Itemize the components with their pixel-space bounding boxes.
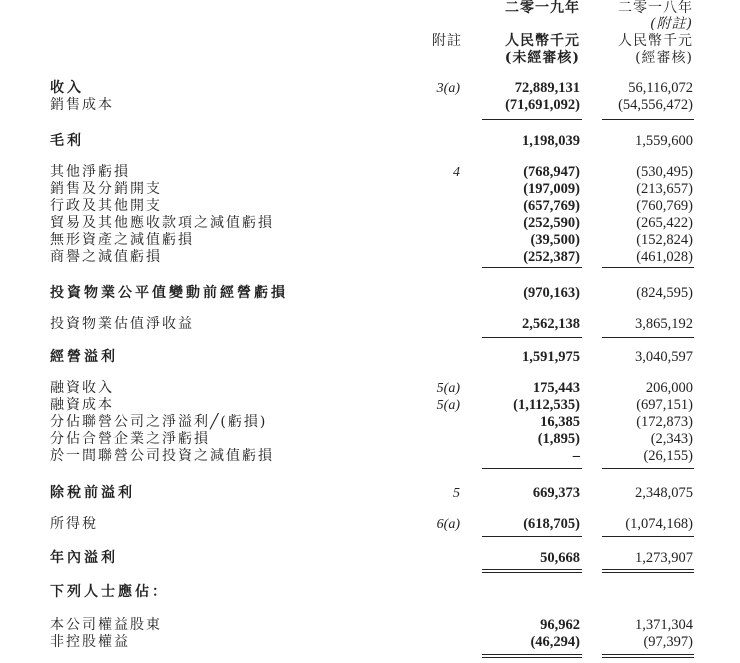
currency-current-header: 人民幣千元 — [505, 33, 580, 49]
row-label: 投資物業估值淨收益 — [50, 316, 194, 332]
row-value-2019: (1,112,535) — [513, 397, 580, 413]
row-note-ref: 5(a) — [436, 398, 460, 413]
row-label: 除稅前溢利 — [50, 485, 135, 501]
row-value-2018: 3,865,192 — [635, 316, 693, 332]
row-value-2019: 2,562,138 — [522, 316, 580, 332]
row-label: 貿易及其他應收款項之減值虧損 — [50, 215, 274, 231]
row-value-2018: (461,028) — [636, 249, 693, 265]
row-label: 本公司權益股東 — [50, 617, 162, 633]
row-value-2018: (697,151) — [636, 397, 693, 413]
row-value-2018: 206,000 — [645, 380, 693, 396]
row-label: 融資收入 — [50, 380, 114, 396]
row-value-2019: 72,889,131 — [514, 80, 580, 96]
row-value-2018: (824,595) — [636, 285, 693, 301]
row-value-2018: 3,040,597 — [635, 349, 693, 365]
row-value-2019: 1,591,975 — [522, 349, 580, 365]
row-value-2019: (252,590) — [523, 215, 580, 231]
subtotal-line — [482, 119, 582, 120]
row-label: 分佔合營企業之淨虧損 — [50, 431, 210, 447]
row-label: 融資成本 — [50, 397, 114, 413]
row-value-2019: 669,373 — [532, 485, 580, 501]
row-value-2018: 2,348,075 — [635, 485, 693, 501]
row-value-2018: (1,074,168) — [625, 516, 693, 532]
row-value-2019: (970,163) — [523, 285, 580, 301]
row-value-2019: 16,385 — [540, 414, 580, 430]
total-double-line — [482, 572, 582, 573]
year-previous-header: 二零一八年 — [618, 0, 693, 16]
row-value-2018: (97,397) — [643, 634, 693, 650]
total-double-line — [602, 572, 694, 573]
row-value-2019: – — [572, 448, 580, 464]
row-value-2018: (265,422) — [636, 215, 693, 231]
total-double-line — [482, 569, 582, 570]
row-note-ref: 5 — [453, 486, 460, 501]
subtotal-line — [602, 267, 694, 268]
row-value-2019: (1,895) — [537, 431, 580, 447]
row-value-2018: (54,556,472) — [618, 97, 693, 113]
row-label: 年內溢利 — [50, 550, 118, 566]
total-double-line — [482, 654, 582, 655]
row-label: 非控股權益 — [50, 634, 130, 650]
row-value-2019: (39,500) — [530, 232, 580, 248]
row-value-2019: (46,294) — [530, 634, 580, 650]
row-note-ref: 3(a) — [436, 81, 460, 96]
row-value-2019: (768,947) — [523, 164, 580, 180]
subtotal-line — [482, 536, 582, 537]
row-value-2019: 175,443 — [532, 380, 580, 396]
total-double-line — [602, 657, 694, 658]
row-value-2018: (530,495) — [636, 164, 693, 180]
currency-previous-header: 人民幣千元 — [618, 33, 693, 49]
row-value-2019: 1,198,039 — [522, 133, 580, 149]
total-double-line — [602, 654, 694, 655]
total-double-line — [482, 657, 582, 658]
audit-previous-header: (經審核) — [635, 50, 693, 66]
row-note-ref: 5(a) — [436, 381, 460, 396]
total-double-line — [602, 569, 694, 570]
row-note-ref: 6(a) — [436, 517, 460, 532]
row-value-2019: (252,387) — [523, 249, 580, 265]
row-value-2018: 1,559,600 — [635, 133, 693, 149]
row-value-2019: 96,962 — [540, 617, 580, 633]
audit-current-header: (未經審核) — [504, 50, 580, 66]
subtotal-line — [602, 119, 694, 120]
notes-column-header: 附註 — [432, 33, 462, 49]
row-value-2018: (26,155) — [643, 448, 693, 464]
row-label: 分佔聯營公司之淨溢利╱(虧損) — [50, 414, 268, 430]
row-label: 行政及其他開支 — [50, 198, 162, 214]
previous-note-header: (附註) — [650, 16, 693, 32]
row-label: 投資物業公平值變動前經營虧損 — [50, 285, 288, 301]
row-value-2019: 50,668 — [540, 550, 580, 566]
row-value-2018: (172,873) — [636, 414, 693, 430]
row-value-2018: 1,371,304 — [635, 617, 693, 633]
row-label: 所得稅 — [50, 516, 98, 532]
row-value-2019: (197,009) — [523, 181, 580, 197]
row-value-2018: (2,343) — [650, 431, 693, 447]
row-value-2018: (213,657) — [636, 181, 693, 197]
row-label: 銷售及分銷開支 — [50, 181, 162, 197]
row-value-2019: (657,769) — [523, 198, 580, 214]
row-value-2018: 56,116,072 — [628, 80, 693, 96]
row-label: 毛利 — [50, 133, 84, 149]
subtotal-line — [602, 536, 694, 537]
subtotal-line — [482, 468, 582, 469]
subtotal-line — [482, 267, 582, 268]
row-note-ref: 4 — [453, 165, 460, 180]
row-value-2018: (760,769) — [636, 198, 693, 214]
row-label: 銷售成本 — [50, 97, 114, 113]
row-label: 下列人士應佔： — [50, 584, 169, 600]
subtotal-line — [602, 468, 694, 469]
row-label: 於一間聯營公司投資之減值虧損 — [50, 448, 274, 464]
row-label: 經營溢利 — [50, 349, 118, 365]
subtotal-line — [482, 337, 582, 338]
row-value-2019: (618,705) — [523, 516, 580, 532]
row-label: 收入 — [50, 80, 84, 96]
row-label: 商譽之減值虧損 — [50, 249, 162, 265]
row-value-2019: (71,691,092) — [505, 97, 580, 113]
row-label: 其他淨虧損 — [50, 164, 130, 180]
subtotal-line — [602, 337, 694, 338]
row-value-2018: (152,824) — [636, 232, 693, 248]
row-label: 無形資產之減值虧損 — [50, 232, 194, 248]
year-current-header: 二零一九年 — [505, 0, 580, 16]
row-value-2018: 1,273,907 — [635, 550, 693, 566]
